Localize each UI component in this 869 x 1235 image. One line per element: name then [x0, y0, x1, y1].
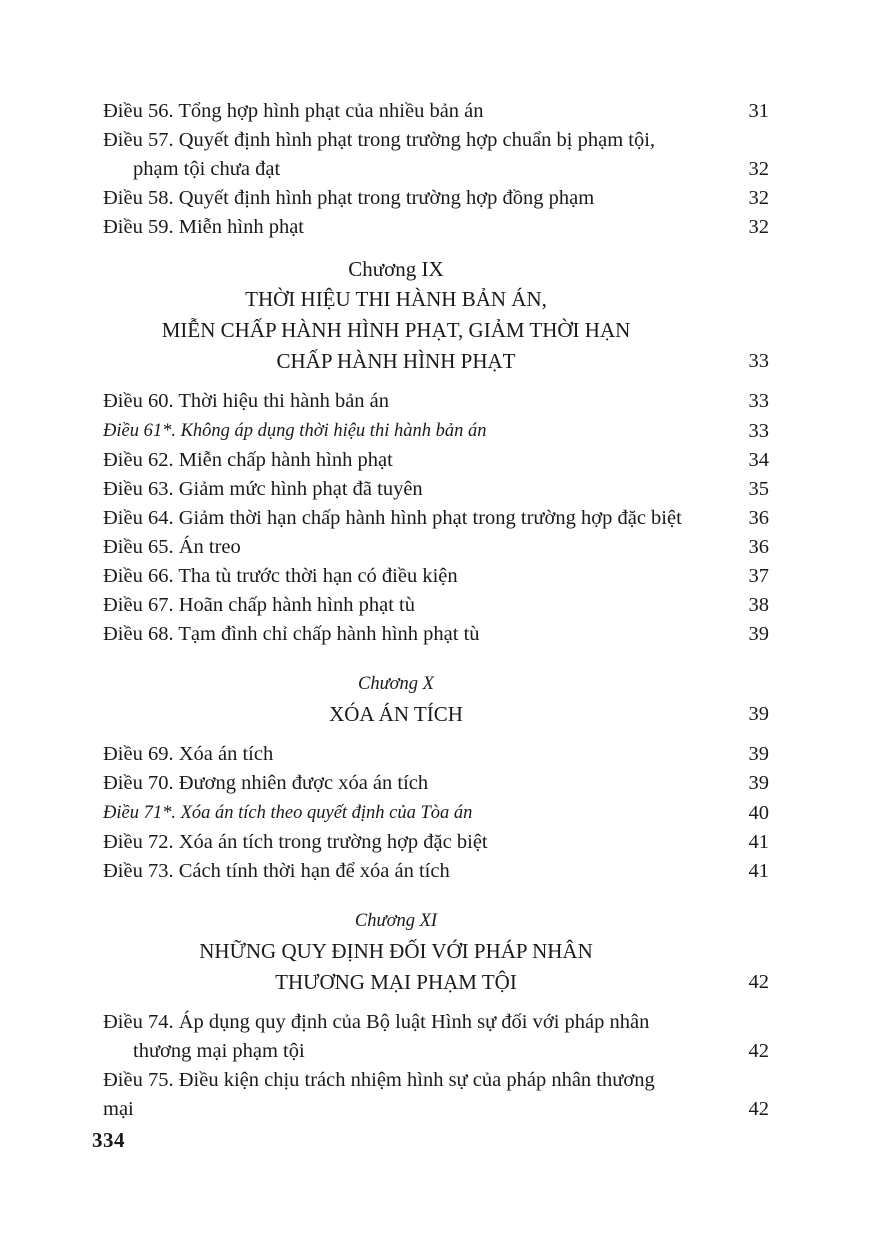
chapter-title-line: THƯƠNG MẠI PHẠM TỘI — [275, 970, 517, 994]
toc-entry-title: Điều 60. Thời hiệu thi hành bản án — [103, 390, 390, 412]
toc-entry-page: 34 — [748, 449, 769, 471]
table-of-contents — [103, 97, 769, 1124]
chapter-heading-xi — [103, 906, 769, 998]
toc-entry-page: 42 — [748, 1040, 769, 1062]
toc-entry-title: Điều 72. Xóa án tích trong trường hợp đặc biệt — [103, 831, 488, 853]
toc-entry-title: Điều 71*. Xóa án tích theo quyết định của Tòa án — [103, 803, 473, 823]
toc-entry-dieu-70 — [103, 769, 769, 798]
toc-entry-page: 41 — [748, 860, 769, 882]
toc-entry-page: 36 — [748, 536, 769, 558]
toc-entry-dieu-57 — [103, 126, 769, 184]
toc-entry-title: Điều 68. Tạm đình chỉ chấp hành hình phạt tù — [103, 623, 480, 645]
toc-entry-title: Điều 75. Điều kiện chịu trách nhiệm hình sự của pháp nhân thương mại — [103, 1069, 655, 1120]
toc-entry-dieu-74 — [103, 1008, 769, 1066]
toc-entry-title: Điều 67. Hoãn chấp hành hình phạt tù — [103, 594, 415, 616]
toc-entry-dieu-67 — [103, 591, 769, 620]
toc-entry-title: Điều 59. Miễn hình phạt — [103, 216, 304, 238]
toc-entry-title: Điều 62. Miễn chấp hành hình phạt — [103, 449, 393, 471]
chapter-page: 39 — [748, 703, 769, 725]
chapter-heading-x — [103, 669, 769, 730]
toc-entry-dieu-73 — [103, 857, 769, 886]
toc-entry-title-continuation: phạm tội chưa đạt — [133, 158, 281, 180]
toc-entry-title: Điều 65. Án treo — [103, 536, 241, 558]
chapter-label: Chương X — [358, 674, 434, 694]
toc-entry-dieu-63 — [103, 475, 769, 504]
toc-entry-title: Điều 63. Giảm mức hình phạt đã tuyên — [103, 478, 423, 500]
page-number: 334 — [92, 1128, 125, 1152]
chapter-title-line: MIỄN CHẤP HÀNH HÌNH PHẠT, GIẢM THỜI HẠN — [161, 318, 631, 342]
toc-entry-title: Điều 70. Đương nhiên được xóa án tích — [103, 772, 429, 794]
toc-entry-page: 39 — [748, 623, 769, 645]
toc-entry-page: 39 — [748, 772, 769, 794]
toc-entry-page: 33 — [748, 390, 769, 412]
toc-entry-title: Điều 73. Cách tính thời hạn để xóa án tích — [103, 860, 450, 882]
toc-entry-page: 32 — [748, 187, 769, 209]
toc-entry-dieu-65 — [103, 533, 769, 562]
toc-entry-title-continuation: thương mại phạm tội — [133, 1040, 305, 1062]
toc-entry-dieu-72 — [103, 828, 769, 857]
toc-entry-page: 35 — [748, 478, 769, 500]
toc-entry-page: 37 — [748, 565, 769, 587]
toc-entry-title: Điều 64. Giảm thời hạn chấp hành hình phạt trong trường hợp đặc biệt — [103, 507, 682, 529]
chapter-page: 33 — [748, 350, 769, 372]
toc-entry-title: Điều 74. Áp dụng quy định của Bộ luật Hình sự đối với pháp nhân — [103, 1011, 650, 1033]
toc-entry-dieu-58 — [103, 184, 769, 213]
toc-entry-title: Điều 57. Quyết định hình phạt trong trường hợp chuẩn bị phạm tội, — [103, 129, 656, 151]
chapter-label: Chương IX — [348, 257, 444, 281]
toc-entry-dieu-59 — [103, 213, 769, 242]
toc-entry-page: 36 — [748, 507, 769, 529]
chapter-heading-ix — [103, 254, 769, 377]
chapter-title-line: NHỮNG QUY ĐỊNH ĐỐI VỚI PHÁP NHÂN — [199, 939, 593, 963]
toc-entry-page: 31 — [748, 100, 769, 122]
toc-entry-dieu-62 — [103, 446, 769, 475]
toc-entry-page: 42 — [748, 1098, 769, 1120]
toc-entry-page: 33 — [748, 420, 769, 442]
chapter-title-line: XÓA ÁN TÍCH — [329, 702, 463, 726]
toc-entry-dieu-75 — [103, 1066, 769, 1124]
toc-entry-dieu-68 — [103, 620, 769, 649]
toc-entry-dieu-56 — [103, 97, 769, 126]
toc-entry-title: Điều 69. Xóa án tích — [103, 743, 274, 765]
toc-entry-page: 32 — [748, 158, 769, 180]
chapter-page: 42 — [748, 971, 769, 993]
toc-entry-page: 41 — [748, 831, 769, 853]
toc-entry-page: 40 — [748, 802, 769, 824]
chapter-title-line: CHẤP HÀNH HÌNH PHẠT — [276, 349, 516, 373]
toc-entry-dieu-64 — [103, 504, 769, 533]
toc-entry-dieu-69 — [103, 740, 769, 769]
toc-entry-title: Điều 56. Tổng hợp hình phạt của nhiều bản án — [103, 100, 484, 122]
toc-entry-title: Điều 61*. Không áp dụng thời hiệu thi hành bản án — [103, 421, 487, 441]
toc-entry-page: 38 — [748, 594, 769, 616]
toc-entry-title: Điều 58. Quyết định hình phạt trong trường hợp đồng phạm — [103, 187, 595, 209]
toc-entry-dieu-71 — [103, 798, 769, 828]
chapter-title-line: THỜI HIỆU THI HÀNH BẢN ÁN, — [245, 287, 547, 311]
toc-entry-page: 39 — [748, 743, 769, 765]
toc-entry-title: Điều 66. Tha tù trước thời hạn có điều kiện — [103, 565, 458, 587]
toc-entry-dieu-66 — [103, 562, 769, 591]
toc-entry-dieu-60 — [103, 387, 769, 416]
toc-entry-page: 32 — [748, 216, 769, 238]
chapter-label: Chương XI — [354, 911, 438, 931]
toc-entry-dieu-61 — [103, 416, 769, 446]
